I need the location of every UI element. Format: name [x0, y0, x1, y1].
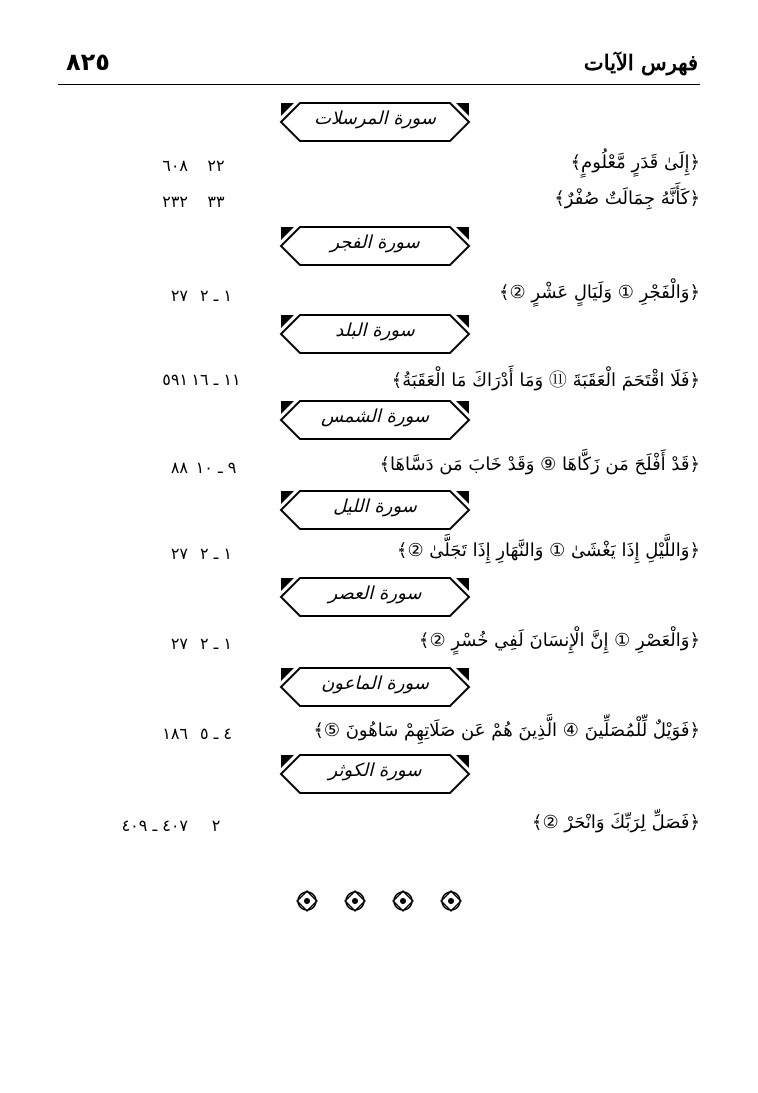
- surah-banner: [278, 575, 472, 619]
- ayah-number: ١ ـ ٢: [199, 286, 233, 305]
- page-reference: ٨٨: [170, 458, 188, 477]
- index-entry: [0, 186, 758, 220]
- verse-text: ﴿فَوَيْلٌ لِّلْمُصَلِّينَ ④ الَّذِينَ هُمْ عَن صَلَاتِهِمْ سَاهُونَ ⑤﴾: [313, 720, 700, 741]
- page-header: [58, 48, 700, 85]
- index-entry: [0, 810, 758, 844]
- index-entry: [0, 628, 758, 662]
- index-entry: [0, 452, 758, 486]
- surah-banner: [278, 488, 472, 532]
- page-reference: ٢٧: [170, 634, 188, 653]
- surah-title: سورة العصر: [328, 583, 422, 604]
- surah-banner: [278, 100, 472, 144]
- verse-text: ﴿وَالْعَصْرِ ① إِنَّ الْإِنسَانَ لَفِي خُسْرٍ ②﴾: [418, 630, 700, 651]
- surah-title: سورة الشمس: [320, 406, 430, 427]
- surah-banner: [278, 312, 472, 356]
- index-entry: [0, 280, 758, 314]
- ayah-number: ٣٣: [207, 192, 225, 211]
- page-reference: ٤٠٧ ـ ٤٠٩: [121, 816, 188, 835]
- ayah-number: ١ ـ ٢: [199, 634, 233, 653]
- page-title: فهرس الآيات: [583, 50, 698, 75]
- verse-text: ﴿وَالْفَجْرِ ① وَلَيَالٍ عَشْرٍ ②﴾: [499, 282, 700, 303]
- verse-text: ﴿إِلَىٰ قَدَرٍ مَّعْلُومٍ﴾: [570, 152, 700, 173]
- verse-text: ﴿فَصَلِّ لِرَبِّكَ وَانْحَرْ ②﴾: [531, 812, 700, 833]
- ornament-icon: [438, 888, 464, 914]
- page-reference: ١٨٦: [162, 724, 188, 743]
- ornament-icon: [294, 888, 320, 914]
- verse-text: ﴿كَأَنَّهُ جِمَالَتٌ صُفْرٌ﴾: [554, 188, 700, 209]
- surah-title: سورة البلد: [335, 320, 415, 341]
- ayah-number: ١ ـ ٢: [199, 544, 233, 563]
- closing-ornaments: [294, 888, 464, 918]
- page-reference: ٢٧: [170, 286, 188, 305]
- surah-title: سورة الفجر: [330, 232, 420, 253]
- page-reference: ٥٩١: [162, 370, 188, 389]
- verse-text: ﴿قَدْ أَفْلَحَ مَن زَكَّاهَا ⑨ وَقَدْ خَابَ مَن دَسَّاهَا﴾: [379, 454, 700, 475]
- page-reference: ٦٠٨: [162, 156, 188, 175]
- page-number: ٨٢٥: [66, 48, 110, 76]
- index-entry: [0, 150, 758, 184]
- index-entry: [0, 718, 758, 752]
- verse-text: ﴿وَاللَّيْلِ إِذَا يَغْشَىٰ ① وَالنَّهَارِ إِذَا تَجَلَّىٰ ②﴾: [396, 540, 700, 561]
- surah-banner: [278, 665, 472, 709]
- ayah-number: ٢٢: [207, 156, 225, 175]
- surah-title: سورة المرسلات: [314, 108, 436, 129]
- surah-banner: [278, 224, 472, 268]
- surah-title: سورة الكوثر: [328, 760, 422, 781]
- verse-text: ﴿فَلَا اقْتَحَمَ الْعَقَبَةَ ⑪ وَمَا أَدْرَاكَ مَا الْعَقَبَةُ﴾: [391, 370, 700, 391]
- surah-banner: [278, 752, 472, 796]
- surah-title: سورة الماعون: [321, 673, 429, 694]
- index-entry: [0, 538, 758, 572]
- surah-banner: [278, 398, 472, 442]
- ayah-number: ٩ ـ ١٠: [195, 458, 237, 477]
- index-entry: [0, 364, 758, 398]
- ayah-number: ٤ ـ ٥: [199, 724, 233, 743]
- ornament-icon: [342, 888, 368, 914]
- ayah-number: ٢: [211, 816, 221, 835]
- page-reference: ٢٧: [170, 544, 188, 563]
- ayah-number: ١١ ـ ١٦: [191, 370, 241, 389]
- ornament-icon: [390, 888, 416, 914]
- page-reference: ٢٣٢: [162, 192, 188, 211]
- surah-title: سورة الليل: [333, 496, 417, 517]
